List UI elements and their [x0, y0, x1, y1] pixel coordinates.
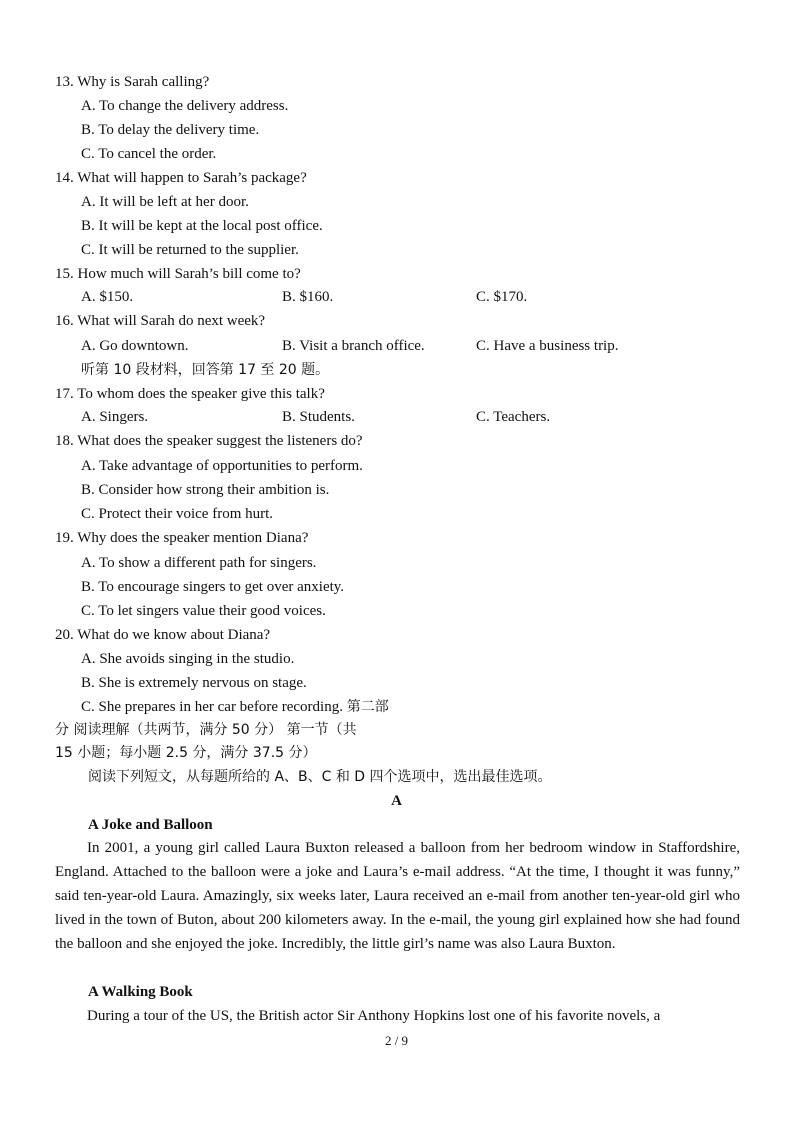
q15-option-c: C. $170. — [476, 289, 528, 305]
question-20-stem: 20. What do we know about Diana? — [55, 627, 271, 643]
question-16-stem: 16. What will Sarah do next week? — [55, 313, 266, 329]
question-14-stem: 14. What will happen to Sarah’s package? — [55, 170, 307, 186]
q18-option-b: B. Consider how strong their ambition is. — [81, 482, 330, 498]
q16-option-b: B. Visit a branch office. — [282, 338, 425, 354]
question-17-stem: 17. To whom does the speaker give this talk? — [55, 386, 325, 402]
q17-option-a: A. Singers. — [81, 409, 149, 425]
passage-label: A — [391, 793, 402, 809]
question-19-stem: 19. Why does the speaker mention Diana? — [55, 530, 309, 546]
q20-option-b: B. She is extremely nervous on stage. — [81, 675, 307, 691]
question-13-stem: 13. Why is Sarah calling? — [55, 74, 210, 90]
q16-option-c: C. Have a business trip. — [476, 338, 619, 354]
listening-instruction: 听第 10 段材料，回答第 17 至 20 题。 — [81, 362, 330, 378]
q13-option-c: C. To cancel the order. — [81, 146, 217, 162]
story2-title: A Walking Book — [88, 984, 193, 1000]
q18-option-c: C. Protect their voice from hurt. — [81, 506, 274, 522]
story1-title: A Joke and Balloon — [88, 817, 213, 833]
q14-option-c: C. It will be returned to the supplier. — [81, 242, 299, 258]
reading-instruction: 阅读下列短文，从每题所给的 A、B、C 和 D 四个选项中，选出最佳选项。 — [88, 769, 552, 785]
section2-heading-part2: 分 阅读理解（共两节，满分 50 分） 第一节（共 — [55, 722, 357, 738]
section2-heading-part3: 15 小题；每小题 2.5 分，满分 37.5 分） — [55, 745, 317, 761]
question-18-stem: 18. What does the speaker suggest the listeners do? — [55, 433, 363, 449]
q20-option-a: A. She avoids singing in the studio. — [81, 651, 295, 667]
section2-heading-part1: 第二部 — [346, 699, 389, 715]
q20-option-c: C. She prepares in her car before recording. 第二部 — [81, 699, 389, 715]
question-15-stem: 15. How much will Sarah’s bill come to? — [55, 266, 301, 282]
story2-paragraph: During a tour of the US, the British actor Sir Anthony Hopkins lost one of his favorite novels, a — [87, 1008, 661, 1024]
q15-option-b: B. $160. — [282, 289, 334, 305]
story1-paragraph: In 2001, a young girl called Laura Buxton released a balloon from her bedroom window in Staffordshire, England. Attached to the balloon were a joke and Laura’s e-mail address. “At the time, I thought it was funny,” said ten-year-old Laura. Amazingly, six weeks later, Laura received an e-mail from another ten-year-old girl who lived in the town of Buton, about 200 kilometers away. In the e-mail, the young girl explained how she had found the balloon and she enjoyed the joke. Incredibly, the little girl’s name was also Laura Buxton. — [55, 840, 740, 952]
q16-option-a: A. Go downtown. — [81, 338, 189, 354]
q18-option-a: A. Take advantage of opportunities to perform. — [81, 458, 363, 474]
q17-option-b: B. Students. — [282, 409, 355, 425]
q14-option-b: B. It will be kept at the local post office. — [81, 218, 323, 234]
q19-option-c: C. To let singers value their good voices. — [81, 603, 326, 619]
q17-option-c: C. Teachers. — [476, 409, 551, 425]
q15-option-a: A. $150. — [81, 289, 134, 305]
page-number: 2 / 9 — [384, 1033, 409, 1048]
q13-option-a: A. To change the delivery address. — [81, 98, 289, 114]
q14-option-a: A. It will be left at her door. — [81, 194, 249, 210]
q19-option-b: B. To encourage singers to get over anxiety. — [81, 579, 345, 595]
q13-option-b: B. To delay the delivery time. — [81, 122, 260, 138]
q19-option-a: A. To show a different path for singers. — [81, 555, 317, 571]
